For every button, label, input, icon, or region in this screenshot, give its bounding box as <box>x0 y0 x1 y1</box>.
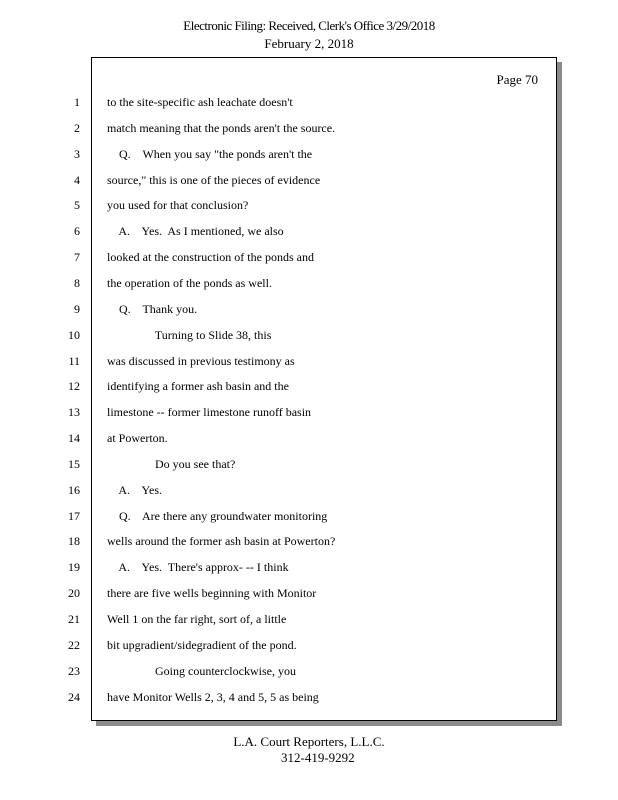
line-number: 14 <box>68 431 80 445</box>
line-number: 13 <box>68 405 80 419</box>
line-number: 17 <box>68 509 80 523</box>
line-number: 22 <box>68 638 80 652</box>
page-number: Page 70 <box>496 72 538 87</box>
footer-phone: 312-419-9292 <box>281 750 355 765</box>
line-number: 4 <box>74 173 80 187</box>
line-number: 2 <box>74 121 80 135</box>
line-text: bit upgradient/sidegradient of the pond. <box>107 638 297 652</box>
line-text: A. Yes. There's approx- -- I think <box>107 560 289 574</box>
line-number: 15 <box>68 457 80 471</box>
line-text: looked at the construction of the ponds and <box>107 250 314 264</box>
line-number: 23 <box>68 664 80 678</box>
line-number: 9 <box>74 302 80 316</box>
line-text: Turning to Slide 38, this <box>107 328 272 342</box>
line-number: 6 <box>74 224 80 238</box>
line-number: 8 <box>74 276 80 290</box>
line-text: there are five wells beginning with Monitor <box>107 586 317 600</box>
line-number: 16 <box>68 483 80 497</box>
line-text: wells around the former ash basin at Powerton? <box>107 534 336 548</box>
line-text: Q. When you say "the ponds aren't the <box>107 147 313 161</box>
line-number: 19 <box>68 560 80 574</box>
line-text: Well 1 on the far right, sort of, a little <box>107 612 287 626</box>
line-text: at Powerton. <box>107 431 168 445</box>
line-number: 20 <box>68 586 80 600</box>
line-number: 11 <box>68 354 80 368</box>
line-number: 3 <box>74 147 80 161</box>
line-number: 21 <box>68 612 80 626</box>
line-number: 10 <box>68 328 80 342</box>
filing-stamp: Electronic Filing: Received, Clerk's Office 3/29/2018 <box>183 18 435 33</box>
line-text: Going counterclockwise, you <box>107 664 296 678</box>
line-text: identifying a former ash basin and the <box>107 379 289 393</box>
line-text: Q. Are there any groundwater monitoring <box>107 509 328 523</box>
line-text: source," this is one of the pieces of evidence <box>107 173 321 187</box>
line-number: 5 <box>74 198 80 212</box>
line-number: 18 <box>68 534 80 548</box>
line-number: 24 <box>68 690 80 704</box>
line-text: A. Yes. As I mentioned, we also <box>107 224 284 238</box>
line-number: 1 <box>74 95 80 109</box>
footer-reporter: L.A. Court Reporters, L.L.C. <box>233 734 385 749</box>
line-text: A. Yes. <box>107 483 163 497</box>
line-text: to the site-specific ash leachate doesn't <box>107 95 293 109</box>
line-text: match meaning that the ponds aren't the source. <box>107 121 336 135</box>
line-text: Do you see that? <box>107 457 236 471</box>
line-text: you used for that conclusion? <box>107 198 249 212</box>
header-date: February 2, 2018 <box>264 36 354 51</box>
line-text: have Monitor Wells 2, 3, 4 and 5, 5 as being <box>107 690 319 704</box>
line-text: limestone -- former limestone runoff basin <box>107 405 312 419</box>
line-number: 7 <box>74 250 80 264</box>
line-text: Q. Thank you. <box>107 302 198 316</box>
line-text: was discussed in previous testimony as <box>107 354 295 368</box>
line-text: the operation of the ponds as well. <box>107 276 272 290</box>
line-number: 12 <box>68 379 80 393</box>
